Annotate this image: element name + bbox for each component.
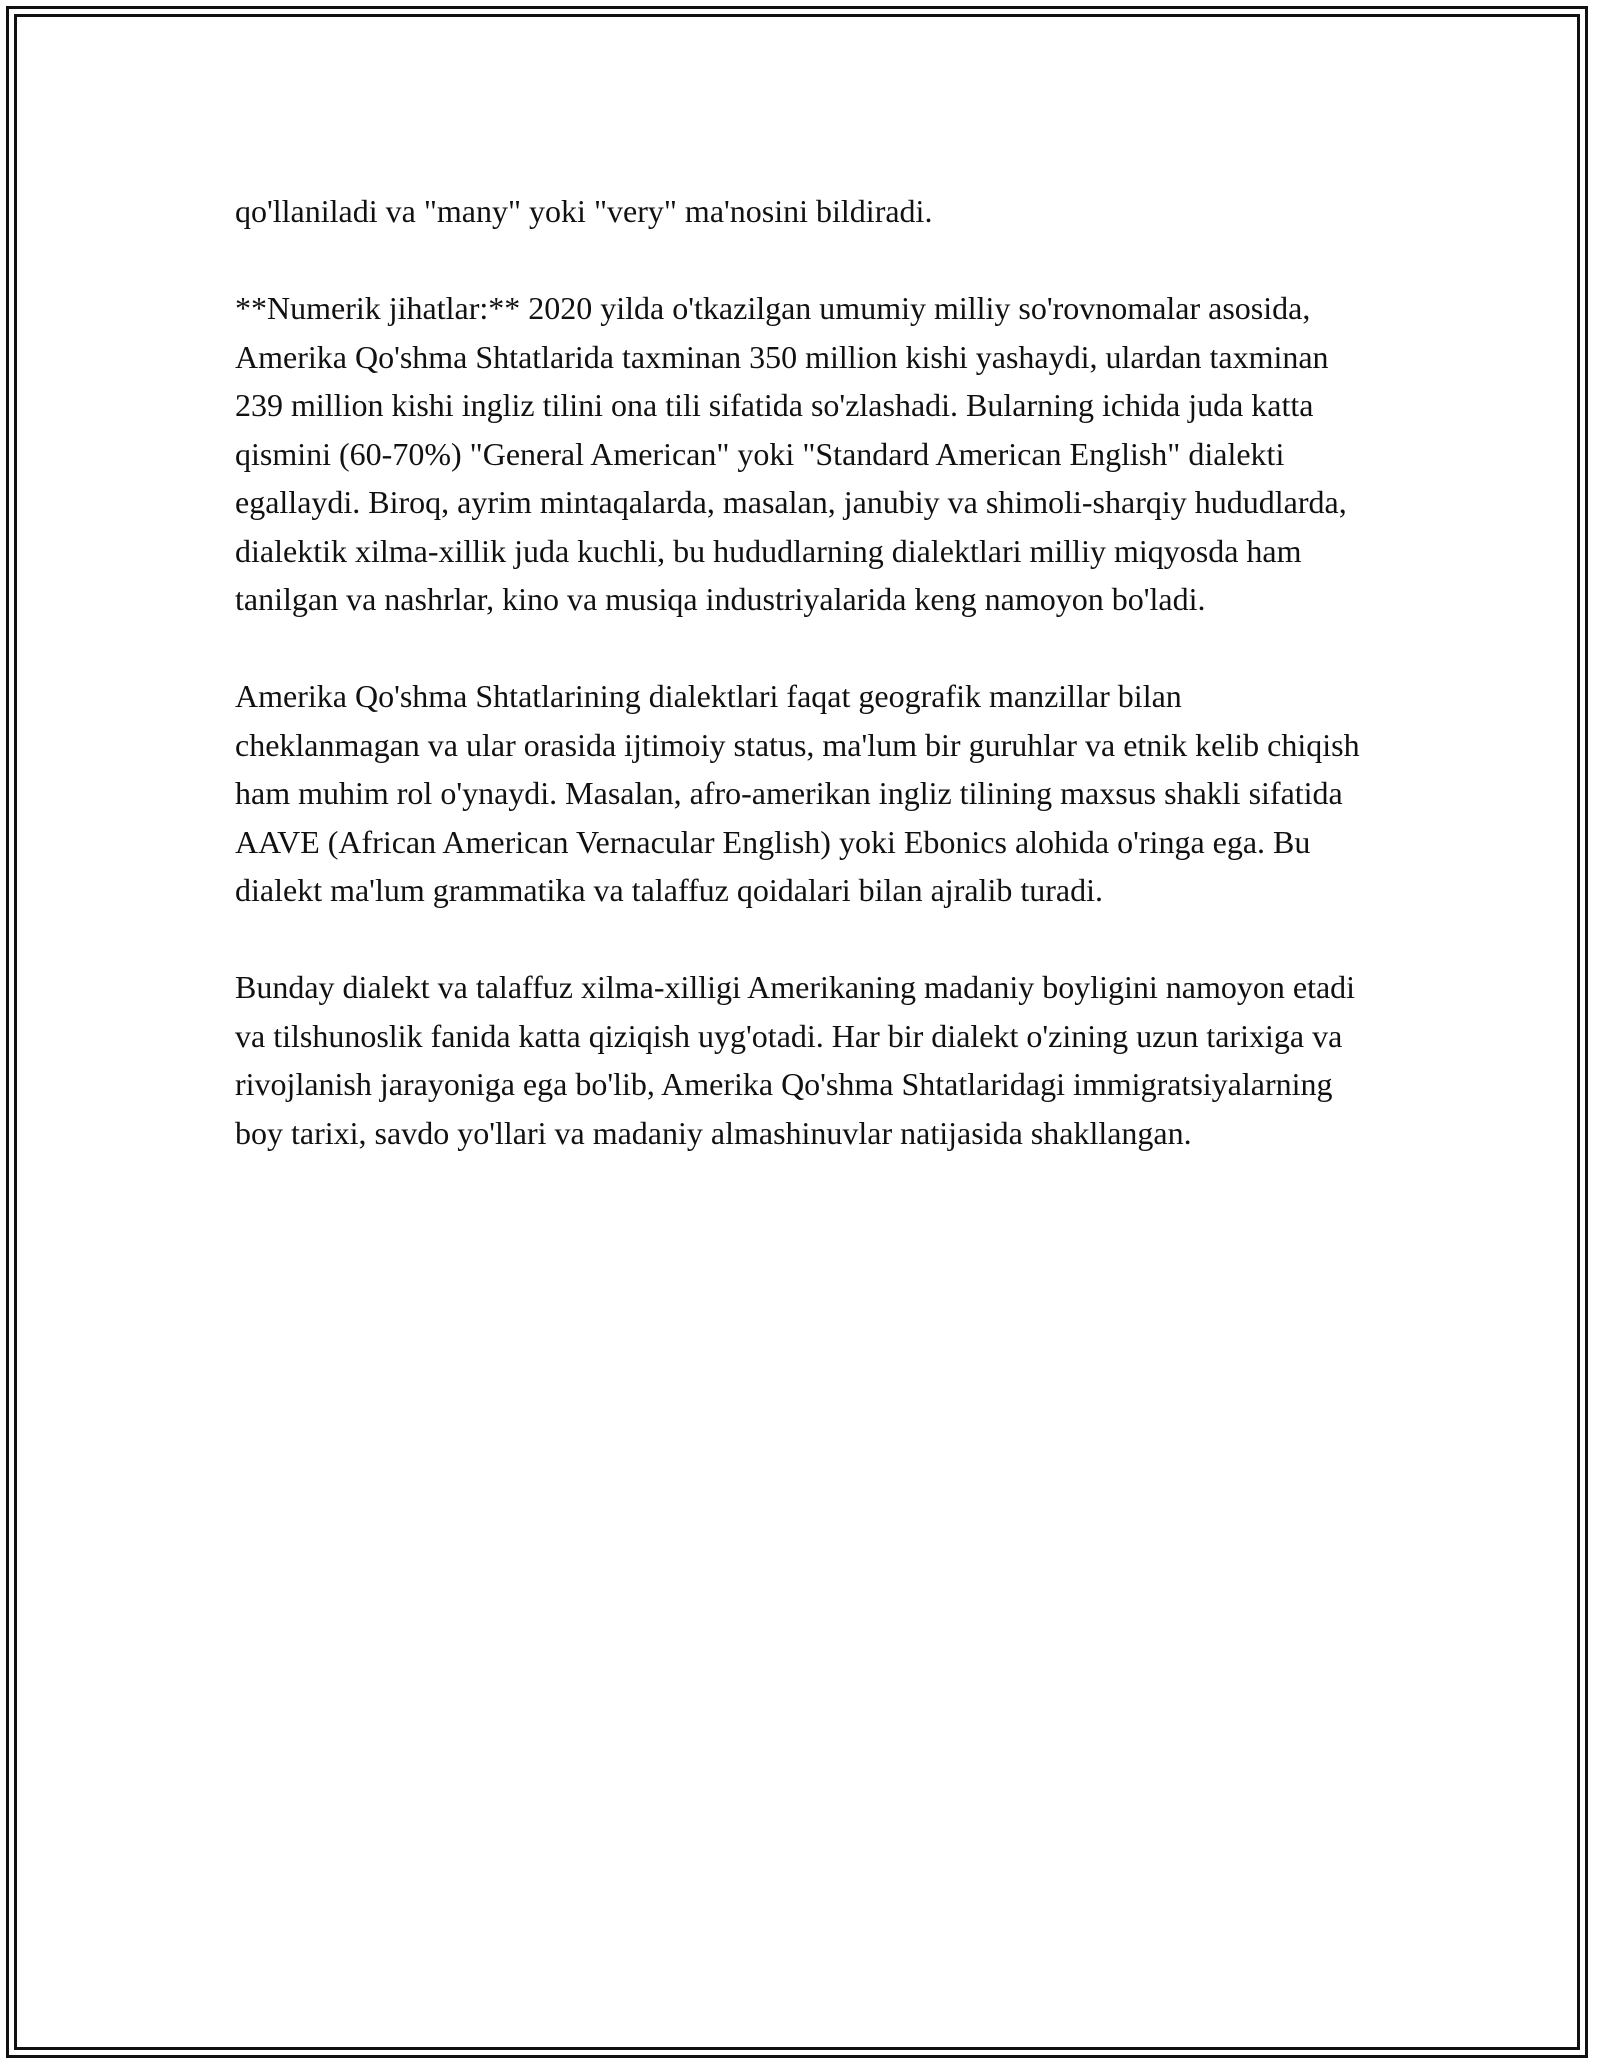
document-page: [235, 187, 1372, 1206]
paragraph-continuation: qo'llaniladi va "many" yoki "very" ma'nosini bildiradi.: [235, 193, 933, 229]
paragraph-numeric-aspects: **Numerik jihatlar:** 2020 yilda o'tkazilgan umumiy milliy so'rovnomalar asosida, Amerika Qo'shma Shtatlarida taxminan 350 million kishi yashaydi, ulardan taxminan 239 million kishi ingliz tilini ona tili sifatida so'zlashadi. Bularning ichida juda katta qismini (60-70%) "General American" yoki "Standard American English" dialekti egallaydi. Biroq, ayrim mintaqalarda, masalan, janubiy va shimoli-sharqiy hududlarda, dialektik xilma-xillik juda kuchli, bu hududlarning dialektlari milliy miqyosda ham tanilgan va nashrlar, kino va musiqa industriyalarida keng namoyon bo'ladi.: [235, 290, 1347, 617]
paragraph-cultural-diversity: Bunday dialekt va talaffuz xilma-xilligi Amerikaning madaniy boyligini namoyon etadi va tilshunoslik fanida katta qiziqish uyg'otadi. Har bir dialekt o'zining uzun tarixiga va rivojlanish jarayoniga ega bo'lib, Amerika Qo'shma Shtatlaridagi immigratsiyalarning boy tarixi, savdo yo'llari va madaniy almashinuvlar natijasida shakllangan.: [235, 969, 1356, 1151]
paragraph-social-dialects: Amerika Qo'shma Shtatlarining dialektlari faqat geografik manzillar bilan cheklanmagan va ular orasida ijtimoiy status, ma'lum bir guruhlar va etnik kelib chiqish ham muhim rol o'ynaydi. Masalan, afro-amerikan ingliz tilining maxsus shakli sifatida AAVE (African American Vernacular English) yoki Ebonics alohida o'ringa ega. Bu dialekt ma'lum grammatika va talaffuz qoidalari bilan ajralib turadi.: [235, 678, 1360, 908]
